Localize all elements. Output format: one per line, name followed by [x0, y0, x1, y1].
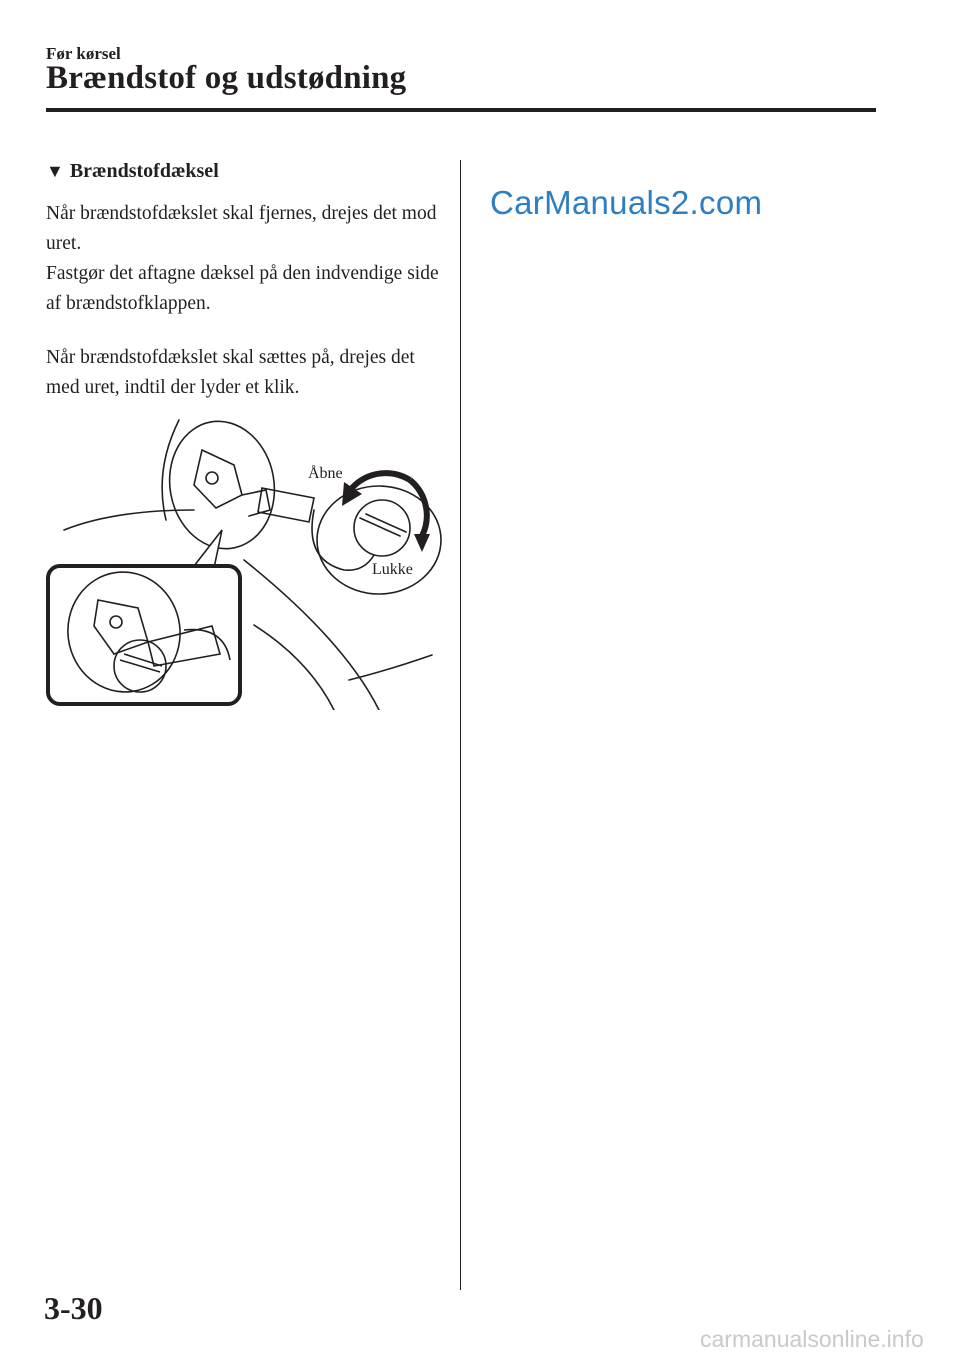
arrow-head-close-icon	[414, 534, 430, 552]
page-title: Brændstof og udstødning	[46, 60, 407, 96]
body-curve-upper	[64, 510, 194, 530]
carmanuals-watermark: CarManuals2.com	[490, 184, 763, 221]
left-column	[46, 160, 446, 403]
rotation-arrow-close	[410, 480, 427, 536]
fuel-cap-illustration	[44, 410, 444, 710]
paragraph-remove: Når brændstofdækslet skal fjernes, drejes det mod uret.	[46, 203, 437, 254]
body-curve-lower	[349, 655, 432, 680]
page-number: 3-30	[44, 1290, 103, 1326]
body-curve-wheel-inner	[254, 625, 334, 710]
chapter-label: Før kørsel	[46, 44, 121, 63]
callout-pointer	[194, 530, 222, 568]
column-divider	[460, 160, 461, 1290]
body-curve-wheel	[244, 560, 379, 710]
label-open: Åbne	[308, 465, 343, 482]
section-heading-text: Brændstofdæksel	[69, 160, 219, 182]
paragraph-attach: Fastgør det aftagne dæksel på den indvendige side af brændstofklappen.	[46, 263, 439, 314]
triangle-marker-icon: ▼	[46, 161, 64, 181]
section-heading	[46, 160, 446, 183]
footer-watermark: carmanualsonline.info	[700, 1326, 924, 1352]
fuel-door	[160, 413, 285, 557]
label-close: Lukke	[372, 561, 413, 578]
inset-frame	[48, 566, 240, 704]
paragraph-install: Når brændstofdækslet skal sættes på, drejes det med uret, indtil der lyder et klik.	[46, 347, 415, 398]
title-rule	[46, 108, 876, 112]
